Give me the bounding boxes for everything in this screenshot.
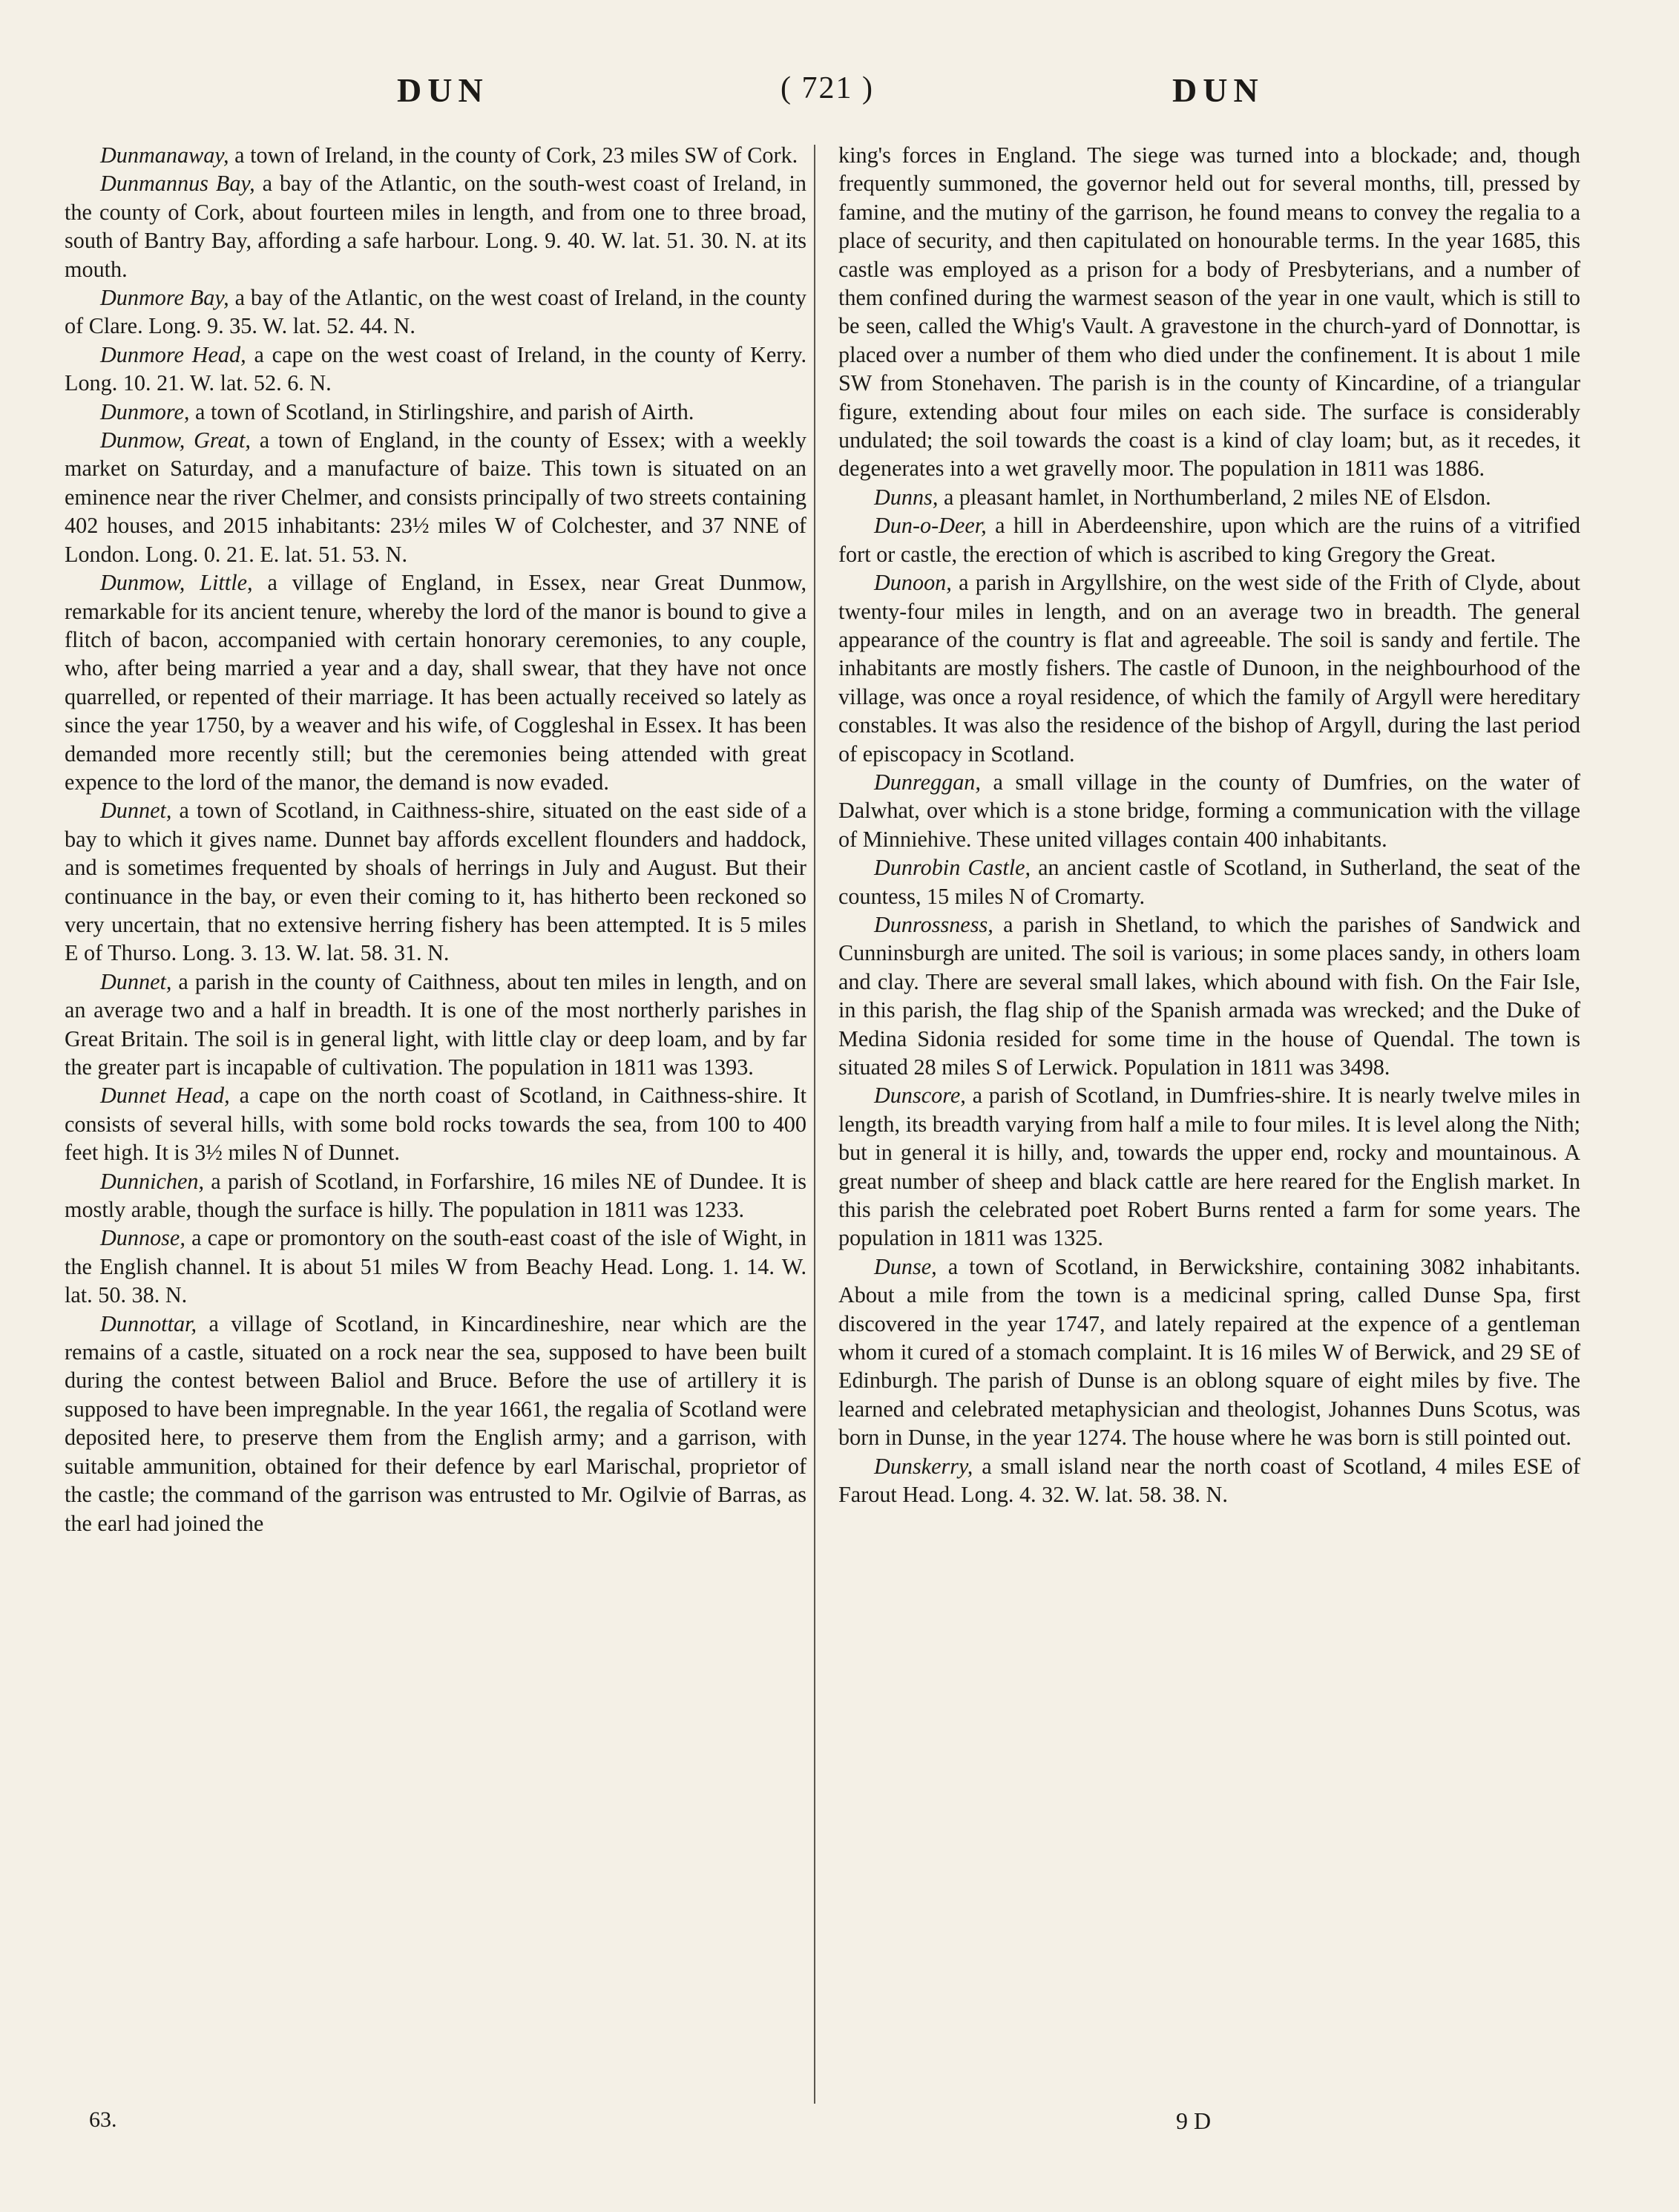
entry-text: a parish in the county of Caithness, about ten miles in length, and on an average two and a half in breadth. It is one of the most northerly parishes in Great Britain. The soil is in general light, with little clay or deep loam, and by far the greater part is incapable of cultivation. The population in 1811 was 1393. [65, 968, 806, 1080]
entry-text: a parish in Argyllshire, on the west side of the Frith of Clyde, about twenty-four miles in length, and on an average two in breadth. The general appearance of the country is flat and agreeable. The soil is sandy and fertile. The inhabitants are mostly fishers. The castle of Dunoon, in the neighbourhood of the village, was once a royal residence, of which the family of Argyll were hereditary constables. It was also the residence of the bishop of Argyll, during the last period of episcopacy in Scotland. [838, 570, 1580, 767]
left-column [65, 141, 806, 1537]
page-header [0, 70, 1679, 122]
entry-headword: Dunnet, [100, 968, 172, 994]
entry-headword: Dunrobin Castle, [874, 855, 1031, 881]
entry-headword: Dunnottar, [100, 1310, 197, 1336]
entry-headword: Dunnet, [100, 798, 172, 824]
entry-text: a parish of Scotland, in Forfarshire, 16 miles NE of Dundee. It is mostly arable, though the surface is hilly. The population in 1811 was 1233. [65, 1168, 806, 1223]
gazetteer-entry [838, 768, 1580, 853]
gazetteer-entry [65, 283, 806, 341]
gazetteer-entry [65, 796, 806, 967]
column-divider [814, 145, 815, 2104]
gazetteer-entry [65, 1310, 806, 1537]
signature-mark-right: 9 D [1176, 2107, 1212, 2134]
entry-headword: Dunmore Bay, [100, 285, 229, 311]
entry-headword: Dunmow, Great, [100, 427, 251, 453]
entry-headword: Dunmow, Little, [100, 570, 253, 596]
gazetteer-entry [838, 568, 1580, 768]
gazetteer-entry [838, 1452, 1580, 1509]
entry-headword: Dunoon, [874, 570, 952, 596]
gazetteer-entry [838, 853, 1580, 910]
entry-headword: Dunns, [874, 484, 939, 510]
running-head-left: DUN [397, 71, 489, 109]
gazetteer-entry [65, 398, 806, 426]
entry-headword: Dun-o-Deer, [874, 513, 987, 539]
gazetteer-entry [65, 141, 806, 169]
entry-headword: Dunreggan, [874, 769, 981, 795]
entry-text: a parish of Scotland, in Dumfries-shire. It is nearly twelve miles in length, its breadth varying from half a mile to four miles. It is level along the Nith; but in general it is hilly, and, towards the upper end, rocky and mountainous. A great number of sheep and black cattle are here reared for the English market. In this parish the celebrated poet Robert Burns rented a farm for some years. The population in 1811 was 1325. [838, 1083, 1580, 1251]
entry-text: a bay of the Atlantic, on the south-west coast of Ireland, in the county of Cork, about fourteen miles in length, and from one to three broad, south of Bantry Bay, affording a safe harbour. Long. 9. 40. W. lat. 51. 30. N. at its mouth. [65, 171, 806, 282]
gazetteer-entry [65, 968, 806, 1082]
entry-headword: Dunmannus Bay, [100, 171, 255, 197]
entry-headword: Dunscore, [874, 1083, 966, 1109]
entry-text: a bay of the Atlantic, on the west coast of Ireland, in the county of Clare. Long. 9. 35. W. lat. 52. 44. N. [65, 285, 806, 339]
entry-text: a cape on the west coast of Ireland, in the county of Kerry. Long. 10. 21. W. lat. 52. 6. N. [65, 341, 807, 396]
page-number: ( 721 ) [781, 71, 874, 105]
entry-text: a pleasant hamlet, in Northumberland, 2 miles NE of Elsdon. [938, 484, 1491, 510]
entry-text: a village of Scotland, in Kincardineshire, near which are the remains of a castle, situated on a rock near the sea, supposed to have been built during the contest between Baliol and Bruce. Before the use of artillery it is supposed to have been impregnable. In the year 1661, the regalia of Scotland were deposited here, to preserve them from the English army; and a garrison, with suitable ammunition, obtained for their defence by earl Marischal, proprietor of the castle; the command of the garrison was entrusted to Mr. Ogilvie of Barras, as the earl had joined the [65, 1310, 806, 1536]
entry-headword: Dunmore, [100, 398, 190, 424]
entry-text: a village of England, in Essex, near Great Dunmow, remarkable for its ancient tenure, whereby the lord of the manor is bound to give a flitch of bacon, accompanied with certain honorary ceremonies, to any couple, who, after being married a year and a day, shall swear, that they have not once quarrelled, or repented of their marriage. It has been actually received so lately as since the year 1750, by a weaver and his wife, of Coggleshal in Essex. It has been demanded more recently still; but the ceremonies being attended with great expence to the lord of the manor, the demand is now evaded. [65, 570, 806, 795]
gazetteer-entry [838, 1081, 1580, 1252]
entry-text: a town of Ireland, in the county of Cork, 23 miles SW of Cork. [229, 142, 798, 168]
gazetteer-entry [65, 426, 806, 568]
gazetteer-entry [838, 483, 1580, 511]
entry-text: a cape on the north coast of Scotland, in Caithness-shire. It consists of several hills, with some bold rocks towards the sea, from 100 to 400 feet high. It is 3½ miles N of Dunnet. [65, 1083, 806, 1166]
entry-headword: Dunskerry, [874, 1453, 973, 1479]
entry-text: a small island near the north coast of Scotland, 4 miles ESE of Farout Head. Long. 4. 32. W. lat. 58. 38. N. [838, 1453, 1580, 1508]
entry-headword: Dunrossness, [874, 911, 993, 937]
entry-text: a town of Scotland, in Caithness-shire, situated on the east side of a bay to which it gives name. Dunnet bay affords excellent flounders and haddock, and is sometimes frequented by shoals of herrings in July and August. But their continuance in the bay, or even their coming to it, has hitherto been reckoned so very uncertain, that no extensive herring fishery has been attempted. It is 5 miles E of Thurso. Long. 3. 13. W. lat. 58. 31. N. [65, 798, 806, 966]
entry-headword: Dunmore Head, [100, 341, 246, 367]
entry-text: a town of Scotland, in Berwickshire, containing 3082 inhabitants. About a mile from the town is a medicinal spring, called Dunse Spa, first discovered in the year 1747, and lately repaired at the expence of a gentleman whom it cured of a stomach complaint. It is 16 miles W of Berwick, and 29 SE of Edinburgh. The parish of Dunse is an oblong square of eight miles by five. The learned and celebrated metaphysician and theologist, Johannes Duns Scotus, was born in Dunse, in the year 1274. The house where he was born is still pointed out. [838, 1253, 1580, 1451]
running-head-right: DUN [1172, 71, 1264, 109]
entry-headword: Dunnose, [100, 1225, 185, 1251]
entry-text: a town of Scotland, in Stirlingshire, and parish of Airth. [189, 398, 694, 424]
right-column [838, 141, 1580, 1509]
entry-headword: Dunnichen, [100, 1168, 205, 1194]
gazetteer-entry [65, 1081, 806, 1166]
gazetteer-entry [65, 568, 806, 796]
gazetteer-entry [65, 341, 806, 398]
gazetteer-entry [838, 1253, 1580, 1452]
entry-text: a parish in Shetland, to which the parishes of Sandwick and Cunninsburgh are united. The soil is various; in some places sandy, in others loam and clay. There are several small lakes, which abound with fish. On the Fair Isle, in this parish, the flag ship of the Spanish armada was wrecked; and the Duke of Medina Sidonia resided for some time in the house of Quendal. The town is situated 28 miles S of Lerwick. Population in 1811 was 3498. [838, 911, 1580, 1080]
entry-text: a small village in the county of Dumfries, on the water of Dalwhat, over which is a stone bridge, forming a communication with the village of Minniehive. These united villages contain 400 inhabitants. [838, 769, 1580, 852]
entry-headword: Dunnet Head, [100, 1083, 230, 1109]
entry-text: a cape or promontory on the south-east coast of the isle of Wight, in the English channel. It is about 51 miles W from Beachy Head. Long. 1. 14. W. lat. 50. 38. N. [65, 1225, 806, 1308]
gazetteer-entry [838, 141, 1580, 483]
entry-text: a hill in Aberdeenshire, upon which are the ruins of a vitrified fort or castle, the erection of which is ascribed to king Gregory the Great. [838, 513, 1580, 567]
entry-text: king's forces in England. The siege was turned into a blockade; and, though frequently summoned, the governor held out for several months, till, pressed by famine, and the mutiny of the garrison, he found means to convey the regalia to a place of security, and then capitulated on honourable terms. In the year 1685, this castle was employed as a prison for a body of Presbyterians, and a number of them confined during the warmest season of the year in one vault, which is still to be seen, called the Whig's Vault. A gravestone in the church-yard of Donnottar, is placed over a number of them who died under the confinement. It is about 1 mile SW from Stonehaven. The parish is in the county of Kincardine, of a triangular figure, extending about four miles on each side. The surface is considerably undulated; the soil towards the coast is a kind of clay loam; but, as it recedes, it degenerates into a wet gravelly moor. The population in 1811 was 1886. [838, 142, 1580, 482]
signature-mark-left: 63. [89, 2107, 117, 2132]
gazetteer-entry [838, 511, 1580, 568]
entry-headword: Dunse, [874, 1253, 937, 1279]
gazetteer-entry [65, 1224, 806, 1309]
gazetteer-entry [65, 1167, 806, 1224]
entry-text: a town of England, in the county of Essex; with a weekly market on Saturday, and a manufacture of baize. This town is situated on an eminence near the river Chelmer, and consists principally of two streets containing 402 houses, and 2015 inhabitants: 23½ miles W of Colchester, and 37 NNE of London. Long. 0. 21. E. lat. 51. 53. N. [65, 427, 806, 567]
entry-text: an ancient castle of Scotland, in Sutherland, the seat of the countess, 15 miles N of Cromarty. [838, 855, 1581, 909]
gazetteer-entry [65, 169, 806, 283]
entry-headword: Dunmanaway, [100, 142, 229, 168]
gazetteer-entry [838, 910, 1580, 1081]
